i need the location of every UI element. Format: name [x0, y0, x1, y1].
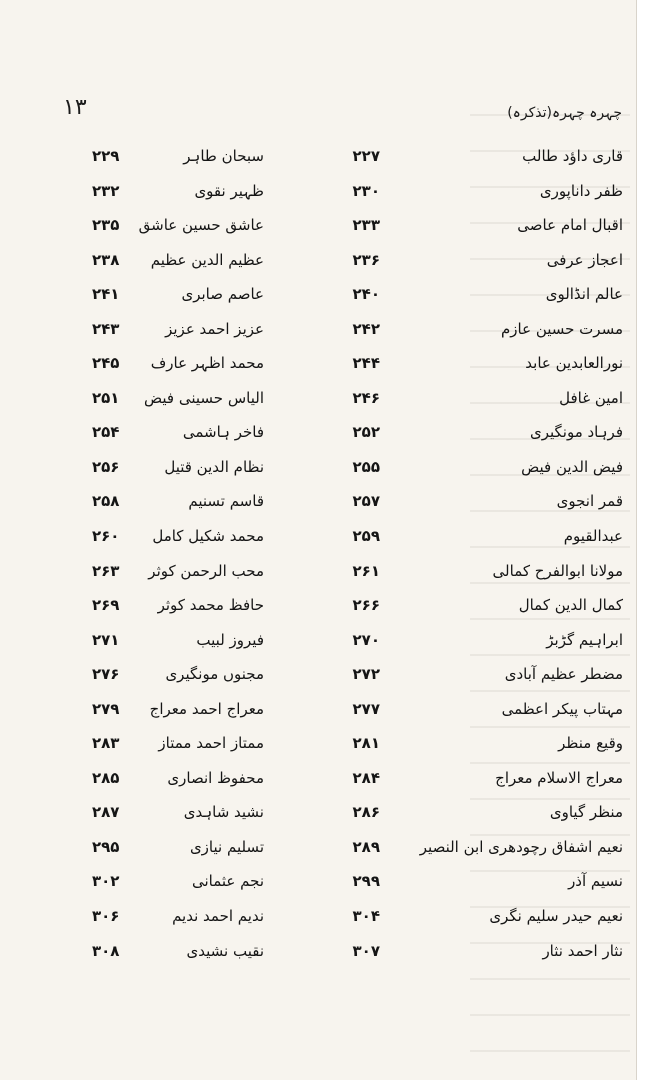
entry-name: مضطر عظیم آبادی	[504, 665, 623, 684]
entry-name: معراج احمد معراج	[149, 699, 264, 718]
entry-page-number: ۲۵۷	[352, 492, 380, 511]
entry-name: قمر انجوی	[556, 492, 623, 511]
entry-page-number: ۲۷۷	[352, 699, 380, 718]
entry-page-number: ۲۳۶	[352, 250, 380, 269]
entry-name: حافظ محمد کوثر	[157, 596, 264, 615]
entry-name: اقبال امام عاصی	[517, 216, 623, 235]
entry-page-number: ۲۴۳	[92, 319, 120, 338]
entry-page-number: ۲۸۱	[352, 734, 380, 753]
entry-page-number: ۲۶۳	[92, 561, 120, 580]
entry-name: نشید شاہدی	[183, 803, 264, 822]
entry-name: قاری داؤد طالب	[522, 147, 623, 165]
page-edge	[636, 0, 647, 1080]
entry-name: فاخر ہاشمی	[182, 423, 264, 442]
entry-name: عزیز احمد عزیز	[165, 319, 264, 338]
toc-row	[0, 830, 636, 865]
entry-page-number: ۲۵۲	[352, 423, 380, 442]
entry-name: فیروز لبیب	[196, 630, 264, 649]
entry-page-number: ۲۸۶	[352, 803, 380, 822]
entry-page-number: ۲۵۹	[352, 527, 380, 546]
running-head: چہرہ چہرہ(تذکرہ)	[507, 105, 622, 121]
toc-row	[0, 623, 636, 658]
entry-page-number: ۲۹۵	[92, 837, 120, 856]
entry-page-number: ۲۶۰	[92, 527, 120, 546]
entry-name: نورالعابدین عابد	[525, 354, 623, 373]
entry-name: امین غافل	[559, 388, 623, 407]
entry-name: محفوظ انصاری	[167, 768, 264, 787]
entry-name: مہتاب پیکر اعظمی	[501, 699, 623, 718]
entry-name: نعیم حیدر سلیم نگری	[489, 907, 623, 926]
entry-page-number: ۲۹۹	[352, 872, 380, 891]
entry-name: نعیم اشفاق رچودھری ابن النصیر	[419, 837, 623, 856]
entry-page-number: ۲۵۱	[92, 388, 120, 407]
entry-page-number: ۳۰۶	[92, 907, 120, 926]
toc-row	[0, 484, 636, 519]
toc-row	[0, 415, 636, 450]
entry-name: ندیم احمد ندیم	[172, 907, 264, 926]
toc-row	[0, 864, 636, 899]
entry-name: عاشق حسین عاشق	[138, 216, 264, 235]
entry-page-number: ۲۸۵	[92, 768, 120, 787]
entry-name: معراج الاسلام معراج	[495, 768, 623, 787]
entry-page-number: ۲۵۴	[92, 423, 120, 442]
entry-page-number: ۲۳۵	[92, 216, 120, 235]
entry-name: نقیب نشیدی	[186, 941, 264, 960]
entry-page-number: ۲۷۰	[352, 630, 380, 649]
entry-page-number: ۲۸۹	[352, 837, 380, 856]
toc-row	[0, 554, 636, 589]
entry-name: فرہاد مونگیری	[529, 423, 623, 442]
entry-page-number: ۲۴۱	[92, 285, 120, 304]
page-number: ۱۳	[63, 95, 87, 120]
entry-name: قاسم تسنیم	[188, 492, 264, 511]
entry-name: سبحان طاہر	[183, 147, 264, 165]
entry-name: عالم انڈالوی	[545, 285, 623, 304]
entry-name: تسلیم نیازی	[189, 837, 264, 856]
toc-row	[0, 899, 636, 934]
toc-row	[0, 208, 636, 243]
toc-row	[0, 761, 636, 796]
entry-name: اعجاز عرفی	[546, 250, 623, 269]
toc-row	[0, 795, 636, 830]
toc-row	[0, 726, 636, 761]
entry-page-number: ۲۸۴	[352, 768, 380, 787]
toc-row	[0, 588, 636, 623]
entry-page-number: ۲۳۲	[92, 181, 120, 200]
entry-page-number: ۲۶۹	[92, 596, 120, 615]
entry-page-number: ۲۶۱	[352, 561, 380, 580]
entry-name: مولانا ابوالفرح کمالی	[492, 561, 623, 580]
entry-name: عبدالقیوم	[563, 527, 623, 546]
entry-page-number: ۲۷۹	[92, 699, 120, 718]
entry-name: ظفر داناپوری	[539, 181, 623, 200]
toc-row	[0, 692, 636, 727]
entry-name: عظیم الدین عظیم	[150, 250, 264, 269]
toc-row	[0, 934, 636, 969]
entry-name: محب الرحمن کوثر	[148, 561, 264, 580]
entry-page-number: ۳۰۸	[92, 941, 120, 960]
entry-name: الیاس حسینی فیض	[144, 388, 264, 407]
entry-name: نجم عثمانی	[191, 872, 264, 891]
entry-name: ممتاز احمد ممتاز	[158, 734, 264, 753]
entry-page-number: ۲۵۵	[352, 457, 380, 476]
entry-name: فیض الدین فیض	[521, 457, 623, 476]
entry-name: محمد اظہر عارف	[150, 354, 264, 373]
entry-page-number: ۲۴۴	[352, 354, 380, 373]
toc-row	[0, 381, 636, 416]
entry-page-number: ۲۶۶	[352, 596, 380, 615]
toc-row	[0, 450, 636, 485]
entry-page-number: ۲۴۵	[92, 354, 120, 373]
entry-name: نظام الدین قتیل	[164, 457, 264, 476]
entry-name: نسیم آذر	[568, 872, 623, 891]
entry-name: مجنوں مونگیری	[165, 665, 264, 684]
entry-name: عاصم صابری	[181, 285, 264, 304]
entry-name: کمال الدین کمال	[518, 596, 623, 615]
entry-name: ظہیر نقوی	[194, 181, 264, 200]
entry-page-number: ۲۳۰	[352, 181, 380, 200]
entry-page-number: ۲۴۲	[352, 319, 380, 338]
entry-name: مسرت حسین عازم	[501, 319, 623, 338]
entry-page-number: ۳۰۲	[92, 872, 120, 891]
toc-row	[0, 312, 636, 347]
entry-page-number: ۲۳۸	[92, 250, 120, 269]
entry-page-number: ۲۸۳	[92, 734, 120, 753]
entry-page-number: ۲۵۶	[92, 457, 120, 476]
toc-row	[0, 519, 636, 554]
entry-page-number: ۳۰۴	[352, 907, 380, 926]
entry-page-number: ۲۷۶	[92, 665, 120, 684]
entry-name: نثار احمد نثار	[542, 941, 623, 960]
toc-row	[0, 277, 636, 312]
table-of-contents	[0, 139, 636, 968]
toc-row	[0, 657, 636, 692]
entry-page-number: ۲۵۸	[92, 492, 120, 511]
toc-row	[0, 346, 636, 381]
entry-page-number: ۲۸۷	[92, 803, 120, 822]
entry-page-number: ۲۴۰	[352, 285, 380, 304]
entry-page-number: ۳۰۷	[352, 941, 380, 960]
entry-name: منظر گیاوی	[549, 803, 623, 822]
entry-page-number: ۲۲۹	[92, 147, 120, 165]
toc-row	[0, 174, 636, 209]
entry-name: محمد شکیل کامل	[152, 527, 264, 546]
entry-page-number: ۲۲۷	[352, 147, 380, 165]
entry-page-number: ۲۷۲	[352, 665, 380, 684]
entry-name: وقیع منظر	[558, 734, 623, 753]
toc-row	[0, 139, 636, 174]
toc-row	[0, 243, 636, 278]
entry-name: ابراہیم گڑبڑ	[546, 630, 623, 649]
entry-page-number: ۲۴۶	[352, 388, 380, 407]
entry-page-number: ۲۷۱	[92, 630, 120, 649]
entry-page-number: ۲۳۳	[352, 216, 380, 235]
